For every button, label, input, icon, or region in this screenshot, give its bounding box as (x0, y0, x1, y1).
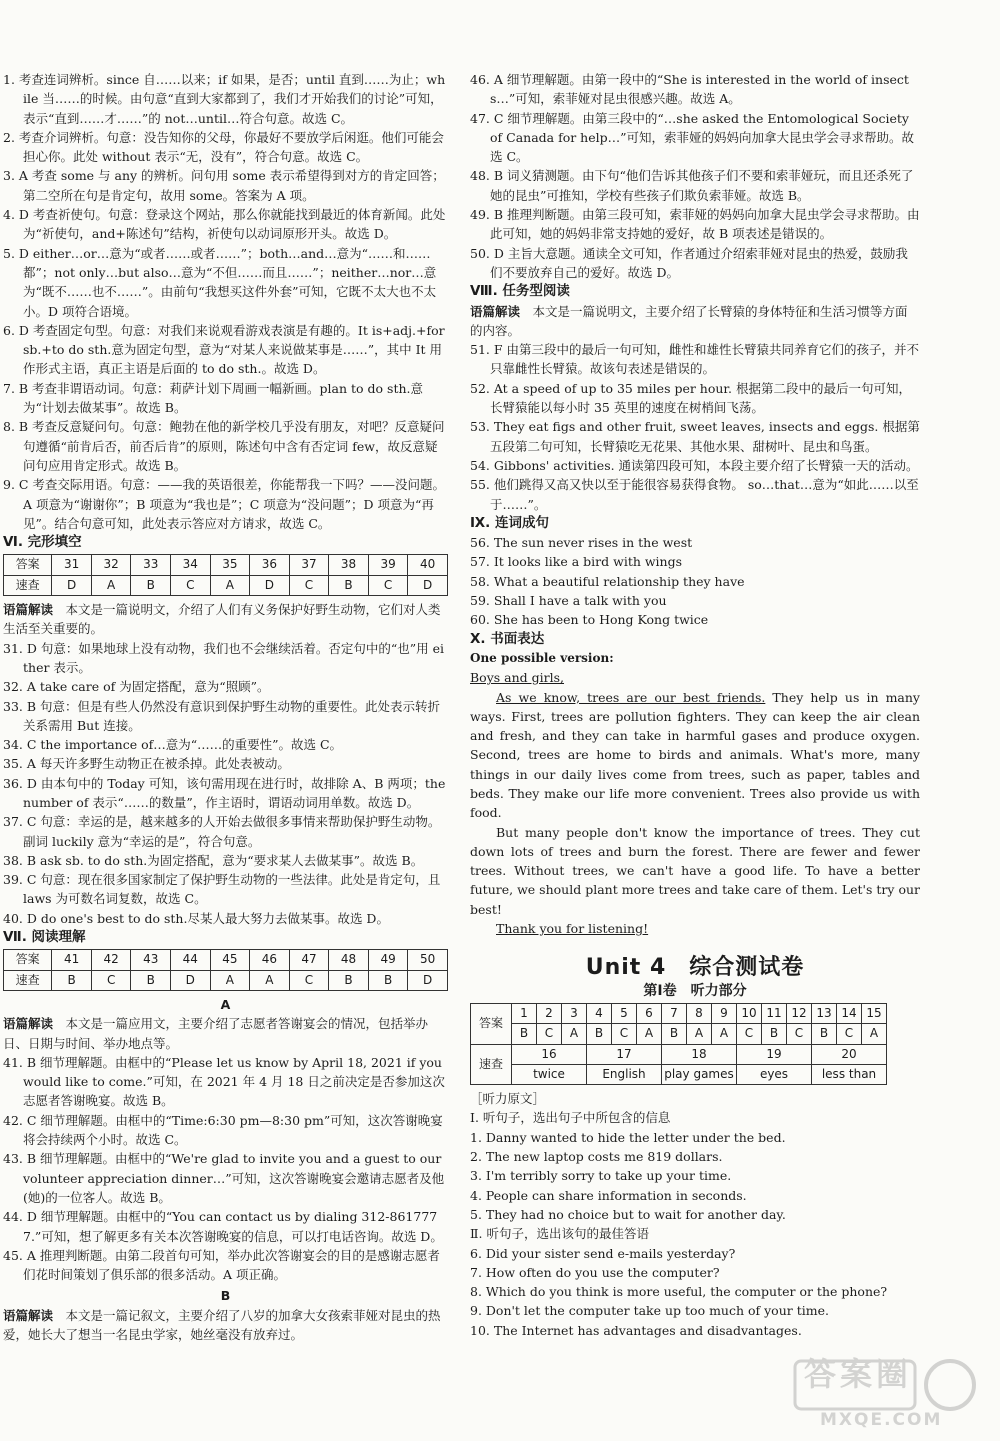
reading-explanation-item: 49. B 推理判断题。由第三段可知，索菲娅的妈妈向加拿大昆虫学会寻求帮助。由此可知，她的妈妈非常支持她的爱好，故 B 项表述是错误的。 (470, 207, 920, 242)
table-row (4, 950, 448, 970)
task-explanation-item: 51. F 由第三段中的最后一句可知，雌性和雄性长臂猿共同养育它们的孩子，并不只靠雌性长臂猿。故该句表述是错误的。 (470, 342, 920, 377)
table-row (4, 555, 448, 575)
table-cell: 50 (408, 950, 448, 970)
table-cell: 44 (170, 950, 210, 970)
table-cell: 35 (210, 555, 250, 575)
table-cell: D (52, 575, 92, 595)
listening-part-2: Ⅱ. 听句子，选出该句的最佳答语 (470, 1226, 649, 1242)
cloze-explanation-item: 33. B 句意：但是有些人仍然没有意识到保护野生动物的重要性。此处表示转折关系需用 But 连接。 (3, 698, 441, 733)
task-explanation-item: 52. At a speed of up to 35 miles per hour. 根据第二段中的最后一句可知，长臂猿能以每小时 35 英里的速度在树梢间飞荡。 (470, 380, 911, 416)
table-cell: 2 (537, 1003, 562, 1023)
task-reading-explanations (470, 340, 920, 514)
listening-sentence: 2. The new laptop costs me 819 dollars. (470, 1149, 723, 1165)
watermark-logo (790, 1353, 980, 1433)
table-cell: A (637, 1024, 662, 1044)
explanation-item: 4. D 考查祈使句。句意：登录这个网站，那么你就能找到最近的体育新闻。此处为“祈使句，and+陈述句”结构，祈使句以动词原形开头。故选 D。 (3, 207, 446, 242)
table-cell: twice (512, 1064, 587, 1084)
cloze-explanation-item: 36. D 由本句中的 Today 可知，该句需用现在进行时，故排除 A、B 两项；the number of 表示“……的数量”，作主语时，谓语动词用单数。故选 D。 (3, 775, 450, 810)
table-cell: 49 (368, 950, 408, 970)
table-row (471, 1024, 887, 1044)
essay-closing: Thank you for listening! (496, 921, 649, 937)
listening-sentence: 9. Don't let the computer take up too much of your time. (470, 1303, 829, 1319)
table-cell: C (737, 1024, 762, 1044)
task-reading-intro: 语篇解读 本文是一篇说明文，主要介绍了长臂猿的身体特征和生活习惯等方面的内容。 (470, 303, 908, 338)
task-explanation-item: 55. 他们跳得又高又快以至于能很容易获得食物。 so…that…意为“如此……以至于……”。 (470, 477, 919, 512)
table-cell: 速查 (471, 1044, 512, 1085)
grammar-explanations (3, 70, 448, 533)
table-cell: 38 (329, 555, 369, 575)
reading-explanation-item: 48. B 词义猜测题。由下句“他们告诉其他孩子们不要和索菲娅玩，而且还杀死了她的昆虫”可推知，学校有些孩子们欺负索菲娅。故选 B。 (470, 168, 914, 203)
table-cell: 37 (289, 555, 329, 575)
listening-part-2-sentences (470, 1244, 920, 1340)
table-cell: C (537, 1024, 562, 1044)
cloze-explanation-item: 34. C the importance of…意为“……的重要性”。故选 C。 (3, 737, 343, 753)
table-row (471, 1044, 887, 1064)
table-cell: 9 (712, 1003, 737, 1023)
table-cell: 41 (52, 950, 92, 970)
listening-sentence: 1. Danny wanted to hide the letter under the bed. (470, 1129, 786, 1145)
table-cell: 36 (250, 555, 290, 575)
essay-paragraph-2: But many people don't know the importance of trees. They cut down lots of trees and burn the forest. There are fewer and fewer trees. Without trees, we can't have a good life. To have a better future, we should plant more trees and take care of them. Let's try our best! (470, 824, 920, 917)
table-row (4, 970, 448, 990)
listening-part-1: Ⅰ. 听句子，选出句子中所包含的信息 (470, 1110, 671, 1126)
table-cell: C (170, 575, 210, 595)
table-cell: A (862, 1024, 887, 1044)
table-row (4, 575, 448, 595)
table-cell: 答案 (4, 950, 52, 970)
table-cell: 31 (52, 555, 92, 575)
table-cell: 47 (289, 950, 329, 970)
table-cell: D (408, 575, 448, 595)
table-cell: 11 (762, 1003, 787, 1023)
table-cell: B (329, 970, 369, 990)
table-cell: 45 (210, 950, 250, 970)
table-cell: C (612, 1024, 637, 1044)
table-cell: 速查 (4, 970, 52, 990)
watermark-logo-text: 答案圈 (804, 1355, 913, 1393)
essay-greeting: Boys and girls, (470, 670, 565, 686)
table-cell: 46 (250, 950, 290, 970)
cloze-explanation-item: 35. A 每天许多野生动物正在被杀掉。此处表被动。 (3, 756, 290, 772)
table-cell: B (512, 1024, 537, 1044)
table-cell: C (91, 970, 131, 990)
part-title: 第Ⅰ卷 听力部分 (643, 982, 747, 999)
sentence-order-answers (470, 533, 920, 629)
explanation-item: 3. A 考查 some 与 any 的辨析。问句用 some 表示希望得到对方的肯定回答；第二空所在句是肯定句，故用 some。答案为 A 项。 (3, 168, 445, 203)
table-row (471, 1064, 887, 1084)
reading-explanation-item: 44. D 细节理解题。由框中的“You can contact us by dialing 312-8617777.”可知，想了解更多有关本次答谢晚宴的信息，可以打电话咨询。故选 D。 (3, 1209, 443, 1244)
watermark-site-text: MXQE.COM (820, 1410, 943, 1430)
explanation-item: 1. 考查连词辨析。since 自……以来；if 如果，是否；until 直到……为止；while 当……的时候。由句意“直到大家都到了，我们才开始我们的讨论”可知，表示“直到……才……”的 not…until…符合句意。故选 C。 (3, 72, 446, 126)
passage-a-explanations (3, 1053, 448, 1285)
passage-b-intro: 语篇解读 本文是一篇记叙文，主要介绍了八岁的加拿大女孩索菲娅对昆虫的热爱，她长大了想当一名昆虫学家，她丝毫没有放弃过。 (3, 1307, 441, 1342)
explanation-item: 2. 考查介词辨析。句意：没告知你的父母，你最好不要放学后闲逛。他们可能会担心你。此处 without 表示“无，没有”，符合句意。故选 C。 (3, 129, 444, 165)
explanation-item: 9. C 考查交际用语。句意：——我的英语很差，你能帮我一下吗？——没问题。A 项意为“谢谢你”；B 项意为“我也是”；C 项意为“没问题”；D 项意为“再见”。结合句意可知，此处表示答应对方请求，故选 C。 (3, 477, 445, 531)
left-column (3, 70, 448, 1344)
table-cell: B (662, 1024, 687, 1044)
table-cell: 34 (170, 555, 210, 575)
task-explanation-item: 54. Gibbons' activities. 通读第四段可知，本段主要介绍了长臂猿一天的活动。 (470, 457, 919, 473)
table-cell: 速查 (4, 575, 52, 595)
table-cell: B (131, 575, 171, 595)
explanation-item: 8. B 考查反意疑问句。句意：鲍勃在他的新学校几乎没有朋友，对吧？反意疑问句遵循“前肯后否，前否后肯”的原则，陈述句中含有否定词 few，故反意疑问句应用肯定形式。故选 B。 (3, 419, 445, 473)
explanation-item: 6. D 考查固定句型。句意：对我们来说观看游戏表演是有趣的。It is+adj.+for sb.+to do sth.意为固定句型，意为“对某人来说做某事是……”，其中 It 用作形式主语，真正主语是后面的 to do sth.。故选 D。 (3, 322, 449, 377)
task-reading-section-title: Ⅷ. 任务型阅读 (470, 283, 570, 300)
cloze-explanation-item: 31. D 句意：如果地球上没有动物，我们也不会继续活着。否定句中的“也”用 either 表示。 (3, 640, 444, 675)
table-cell: 39 (368, 555, 408, 575)
table-cell: 16 (512, 1044, 587, 1064)
listening-heading: ［听力原文］ (470, 1091, 546, 1107)
table-row (471, 1003, 887, 1023)
cloze-explanation-item: 37. C 句意：幸运的是，越来越多的人开始去做很多事情来帮助保护野生动物。副词 luckily 意为“幸运的是”，符合句意。 (3, 814, 441, 849)
reading-explanation-item: 42. C 细节理解题。由框中的“Time:6:30 pm—8:30 pm”可知，这次答谢晚宴将会持续两个小时。故选 C。 (3, 1112, 443, 1148)
writing-section-title: Ⅹ. 书面表达 (470, 630, 545, 647)
listening-sentence: 3. I'm terribly sorry to take up your time. (470, 1168, 732, 1184)
table-cell: A (210, 575, 250, 595)
cloze-section-title: Ⅵ. 完形填空 (3, 534, 82, 551)
table-cell: 15 (862, 1003, 887, 1023)
table-cell: 40 (408, 555, 448, 575)
table-cell: 1 (512, 1003, 537, 1023)
sentence-order-item: 59. Shall I have a talk with you (470, 593, 667, 609)
cloze-intro: 语篇解读 本文是一篇说明文，介绍了人们有义务保护好野生动物，它们对人类生活至关重要的。 (3, 602, 441, 637)
reading-answer-table (3, 949, 448, 991)
listening-sentence: 8. Which do you think is more useful, the computer or the phone? (470, 1284, 888, 1300)
explanation-item: 7. B 考查非谓语动词。句意：莉萨计划下周画一幅新画。plan to do sth.意为“计划去做某事”。故选 B。 (3, 380, 424, 416)
table-cell: 7 (662, 1003, 687, 1023)
table-cell: C (787, 1024, 812, 1044)
table-cell: eyes (737, 1064, 812, 1084)
right-column (470, 70, 920, 1340)
table-cell: B (52, 970, 92, 990)
table-cell: A (687, 1024, 712, 1044)
table-cell: 18 (662, 1044, 737, 1064)
passage-a-label: A (220, 996, 231, 1012)
table-cell: D (170, 970, 210, 990)
sentence-order-item: 56. The sun never rises in the west (470, 535, 693, 551)
reading-section-title: Ⅶ. 阅读理解 (3, 929, 86, 946)
passage-b-label: B (220, 1288, 231, 1304)
cloze-explanation-item: 38. B ask sb. to do sth.为固定搭配，意为“要求某人去做某事”。故选 B。 (3, 852, 424, 868)
table-cell: 19 (737, 1044, 812, 1064)
table-cell: 42 (91, 950, 131, 970)
table-cell: 10 (737, 1003, 762, 1023)
table-cell: A (562, 1024, 587, 1044)
listening-sentence: 10. The Internet has advantages and disadvantages. (470, 1322, 802, 1338)
cloze-explanation-item: 39. C 句意：现在很多国家制定了保护野生动物的一些法律。此处是肯定句，且 laws 为可数名词复数，故选 C。 (3, 872, 445, 907)
table-cell: B (812, 1024, 837, 1044)
table-cell: C (289, 575, 329, 595)
reading-explanation-item: 41. B 细节理解题。由框中的“Please let us know by April 18, 2021 if you would like to come.”可知，在 2021 年 4 月 18 日之前决定是否参加这次志愿者答谢晚宴。故选 B。 (3, 1054, 446, 1109)
task-explanation-item: 53. They eat figs and other fruit, sweet leaves, insects and eggs. 根据第五段第二句可知，长臂猿吃无花果、其他水果、甜树叶、昆虫和鸟蛋。 (470, 419, 920, 454)
table-cell: A (712, 1024, 737, 1044)
listening-sentence: 6. Did your sister send e-mails yesterday? (470, 1245, 736, 1261)
explanation-item: 5. D either…or…意为“或者……或者……”；both…and…意为“……和……都”；not only…but also…意为“不但……而且……”；neither…nor…意为“既不……也不……”。由前句“我想买这件外套”可知，它既不太大也不太小。D 项符合语境。 (3, 245, 437, 319)
table-cell: B (131, 970, 171, 990)
essay-paragraph-1: As we know, trees are our best friends. They help us in many ways. First, trees are pollution fighters. They can keep the air clean and fresh, and they can take in harmful gases and produce oxygen. Second, trees are home to birds and animals. What's more, many things in our daily lives come from trees, such as paper, tables and beds. They make our life more convenient. Trees also provide us with food. (470, 689, 920, 821)
table-cell: 20 (812, 1044, 887, 1064)
table-cell: play games (662, 1064, 737, 1084)
table-cell: C (289, 970, 329, 990)
table-cell: B (329, 575, 369, 595)
unit-title: Unit 4 综合测试卷 (585, 955, 805, 981)
sentence-order-item: 58. What a beautiful relationship they have (470, 573, 745, 589)
table-cell: A (210, 970, 250, 990)
reading-explanation-item: 47. C 细节理解题。由第三段中的“…she asked the Entomological Society of Canada for help…”可知，索菲娅的妈妈向加拿大昆虫学会寻求帮助。故选 C。 (470, 110, 915, 165)
table-cell: C (837, 1024, 862, 1044)
table-cell: D (408, 970, 448, 990)
cloze-answer-table (3, 554, 448, 596)
listening-sentence: 5. They had no choice but to wait for another day. (470, 1206, 786, 1222)
sentence-order-section-title: Ⅸ. 连词成句 (470, 514, 549, 531)
listening-sentence: 7. How often do you use the computer? (470, 1264, 720, 1280)
table-cell: B (587, 1024, 612, 1044)
listening-part-1-sentences (470, 1128, 920, 1224)
sentence-order-item: 60. She has been to Hong Kong twice (470, 612, 709, 628)
table-cell: 4 (587, 1003, 612, 1023)
reading-explanation-item: 43. B 细节理解题。由框中的“We're glad to invite you and a guest to our volunteer appreciation dinner…”可知，这次答谢晚宴会邀请志愿者及他(她)的一位客人。故选 B。 (3, 1151, 446, 1205)
reading-explanation-item: 45. A 推理判断题。由第二段首句可知，举办此次答谢宴会的目的是感谢志愿者们花时间策划了俱乐部的很多活动。A 项正确。 (3, 1247, 440, 1283)
table-cell: D (250, 575, 290, 595)
table-cell: 17 (587, 1044, 662, 1064)
sentence-order-item: 57. It looks like a bird with wings (470, 554, 683, 570)
cloze-explanation-item: 32. A take care of 为固定搭配，意为“照顾”。 (3, 679, 270, 695)
essay-label: One possible version: (470, 650, 614, 665)
passage-a-intro: 语篇解读 本文是一篇应用文，主要介绍了志愿者答谢宴会的情况，包括举办日、日期与时间、举办地点等。 (3, 1016, 429, 1051)
cloze-explanations (3, 639, 448, 928)
unit4-answer-table (470, 1003, 887, 1085)
passage-b-explanations (470, 70, 920, 282)
table-cell: 8 (687, 1003, 712, 1023)
table-cell: 答案 (471, 1003, 512, 1044)
listening-sentence: 4. People can share information in seconds. (470, 1187, 747, 1203)
table-cell: 5 (612, 1003, 637, 1023)
table-cell: 13 (812, 1003, 837, 1023)
reading-explanation-item: 50. D 主旨大意题。通读全文可知，作者通过介绍索菲娅对昆虫的热爱，鼓励我们不要放弃自己的爱好。故选 D。 (470, 245, 908, 280)
reading-explanation-item: 46. A 细节理解题。由第一段中的“She is interested in the world of insects…”可知，索菲娅对昆虫很感兴趣。故选 A。 (470, 72, 909, 107)
table-cell: 答案 (4, 555, 52, 575)
table-cell: less than (812, 1064, 887, 1084)
table-cell: C (368, 575, 408, 595)
table-cell: 3 (562, 1003, 587, 1023)
table-cell: 6 (637, 1003, 662, 1023)
table-cell: 48 (329, 950, 369, 970)
table-cell: 33 (131, 555, 171, 575)
cloze-explanation-item: 40. D do one's best to do sth.尽某人最大努力去做某事。故选 D。 (3, 910, 389, 926)
table-cell: A (91, 575, 131, 595)
table-cell: A (250, 970, 290, 990)
table-cell: English (587, 1064, 662, 1084)
table-cell: 32 (91, 555, 131, 575)
table-cell: 14 (837, 1003, 862, 1023)
table-cell: B (368, 970, 408, 990)
table-cell: 43 (131, 950, 171, 970)
table-cell: B (762, 1024, 787, 1044)
table-cell: 12 (787, 1003, 812, 1023)
